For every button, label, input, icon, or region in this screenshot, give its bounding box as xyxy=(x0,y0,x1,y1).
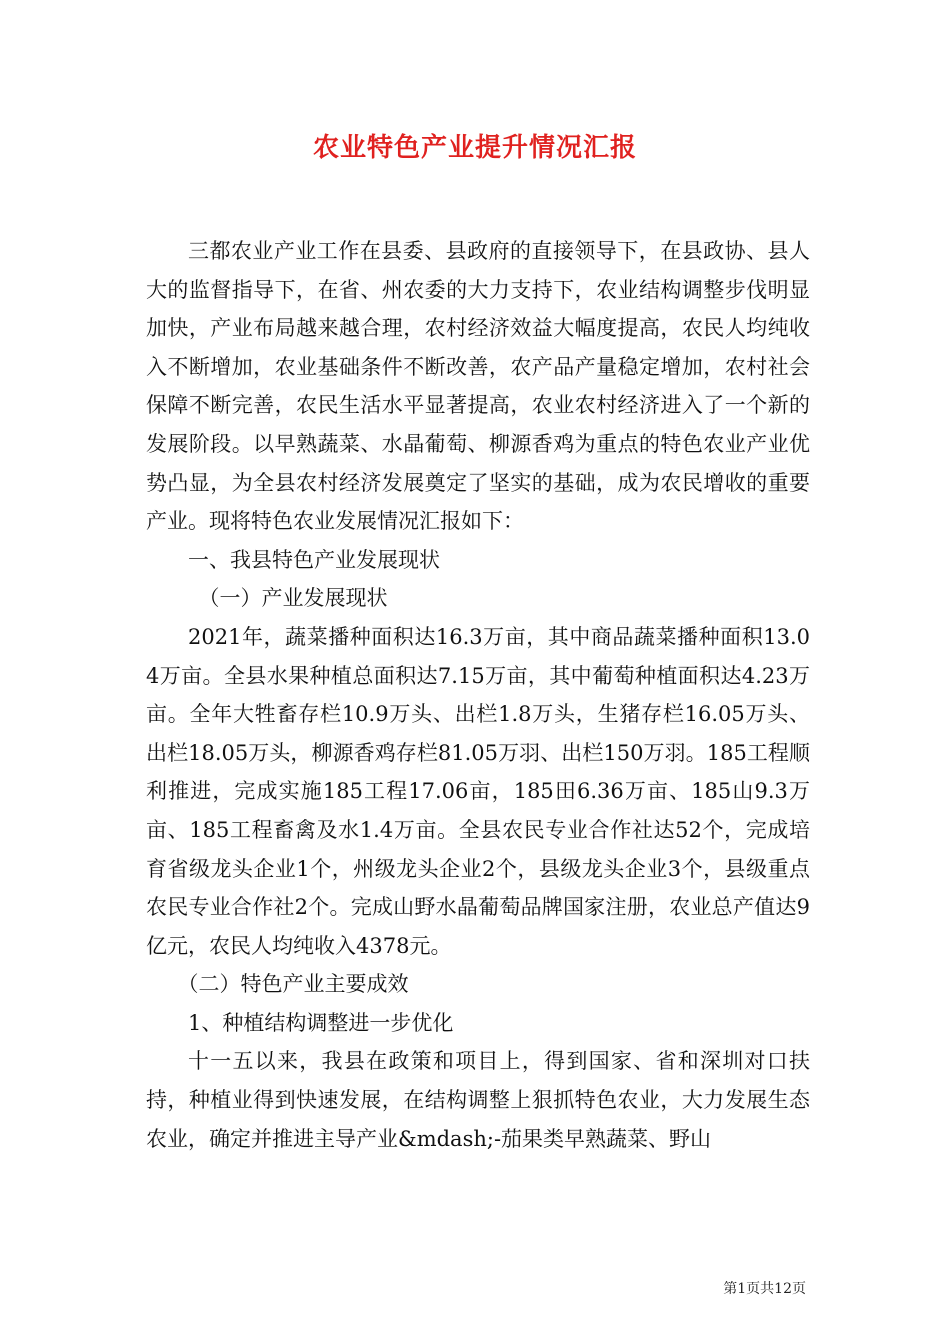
subsection-heading-1: （一）产业发展现状 xyxy=(198,586,388,611)
intro-paragraph: 三都农业产业工作在县委、县政府的直接领导下，在县政协、县人大的监督指导下，在省、州农委的大力支持下，农业结构调整步伐明显加快，产业布局越来越合理，农村经济效益大幅度提高，农民人均纯收入不断增加，农业基础条件不断改善，农产品产量稳定增加，农村社会保障不断完善，农民生活水平显著提高，农业农村经济进入了一个新的发展阶段。以早熟蔬菜、水晶葡萄、柳源香鸡为重点的特色农业产业优势凸显，为全县农村经济发展奠定了坚实的基础，成为农民增收的重要产业。现将特色农业发展情况汇报如下： xyxy=(146,239,810,534)
item-heading-1: 1、种植结构调整进一步优化 xyxy=(188,1010,454,1035)
statistics-paragraph: 2021年，蔬菜播种面积达16.3万亩，其中商品蔬菜播种面积13.04万亩。全县水果种植总面积达7.15万亩，其中葡萄种植面积达4.23万亩。全年大牲畜存栏10.9万头、出栏1.8万头，生猪存栏16.05万头、出栏18.05万头，柳源香鸡存栏81.05万羽、出栏150万羽。185工程顺利推进，完成实施185工程17.06亩，185田6.36万亩、185山9.3万亩、185工程畜禽及水1.4万亩。全县农民专业合作社达52个，完成培育省级龙头企业1个，州级龙头企业2个，县级龙头企业3个，县级重点农民专业合作社2个。完成山野水晶葡萄品牌国家注册，农业总产值达9亿元，农民人均纯收入4378元。 xyxy=(146,624,810,958)
page-number: 第1页共12页 xyxy=(723,1281,806,1297)
subsection-heading-2: （二）特色产业主要成效 xyxy=(177,972,409,997)
section-heading-1: 一、我县特色产业发展现状 xyxy=(188,547,440,572)
document-title: 农业特色产业提升情况汇报 xyxy=(312,133,637,163)
planting-paragraph: 十一五以来，我县在政策和项目上，得到国家、省和深圳对口扶持，种植业得到快速发展，在结构调整上狠抓特色农业，大力发展生态农业，确定并推进主导产业&mdash;-茄果类早熟蔬菜、野山 xyxy=(146,1049,810,1151)
document-body xyxy=(146,232,810,1158)
